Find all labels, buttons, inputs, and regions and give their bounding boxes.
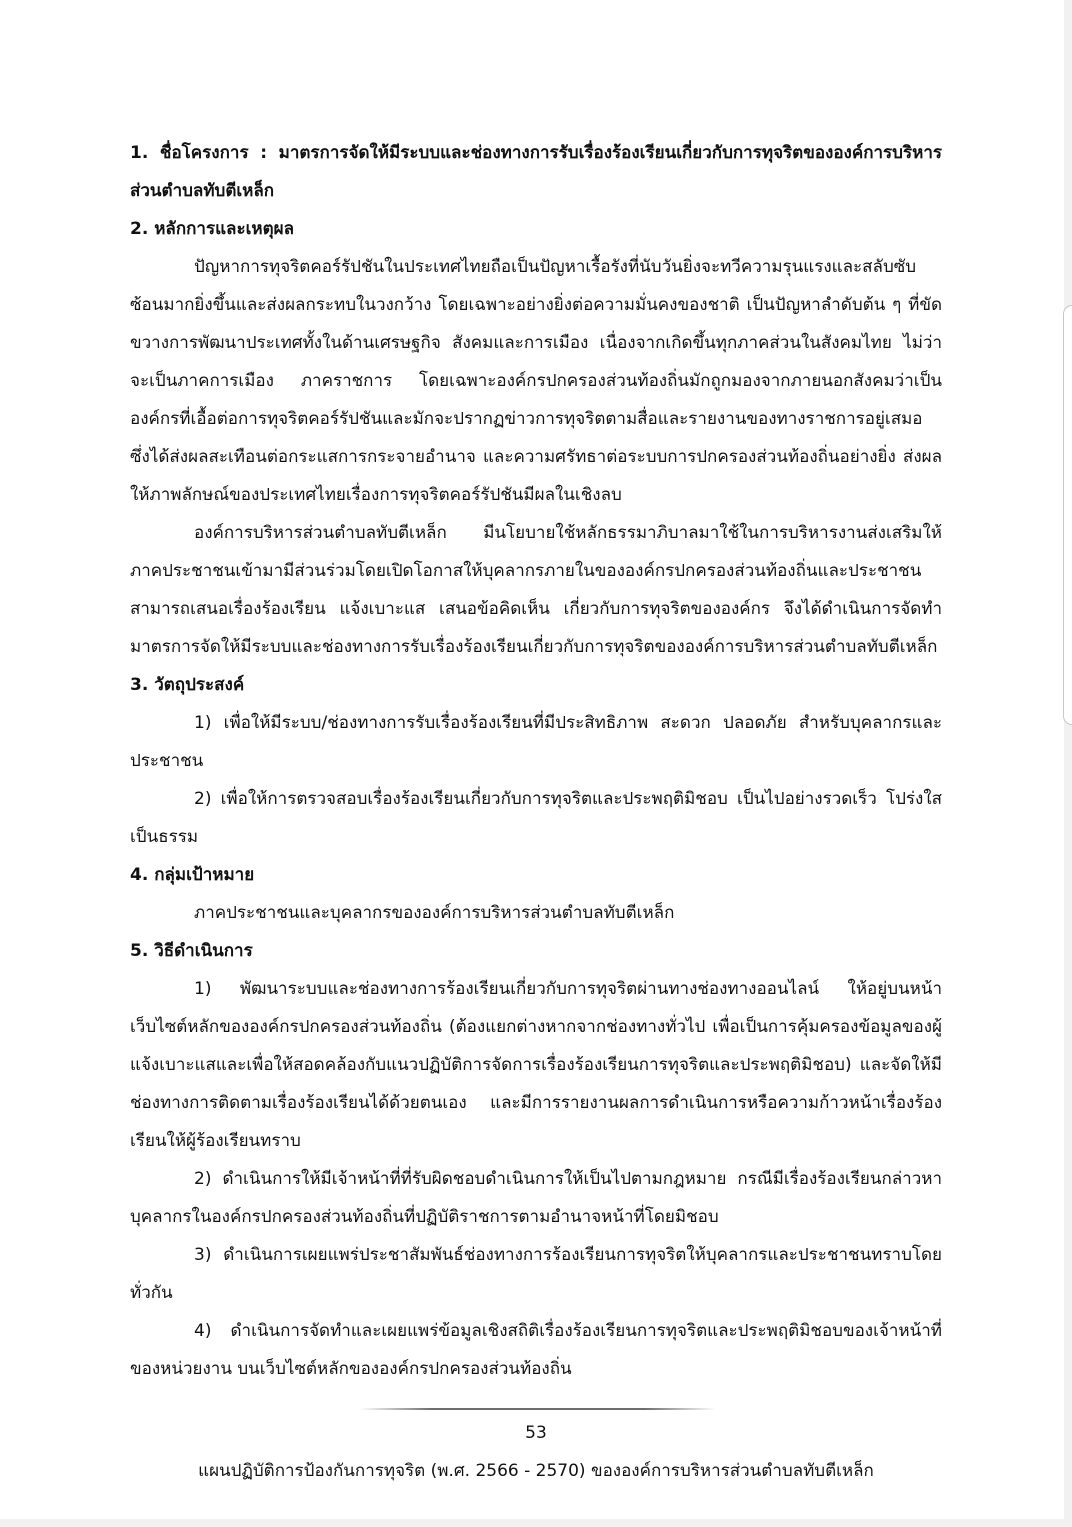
paragraph-rationale-2: องค์การบริหารส่วนตำบลทับตีเหล็ก มีนโยบายใช้หลักธรรมาภิบาลมาใช้ในการบริหารงานส่งเสริมให้ภาคประชาชนเข้ามามีส่วนร่วมโดยเปิดโอกาสให้บุคลากรภายในขององค์กรปกครองส่วนท้องถิ่นและประชาชนสามารถเสนอเรื่องร้องเรียน แจ้งเบาะแส เสนอข้อคิดเห็น เกี่ยวกับการทุจริตขององค์กร จึงได้ดำเนินการจัดทำมาตรการจัดให้มีระบบและช่องทางการรับเรื่องร้องเรียนเกี่ยวกับการทุจริตขององค์การบริหารส่วนตำบลทับตีเหล็ก (130, 523, 942, 657)
target-group-text: ภาคประชาชนและบุคลากรขององค์การบริหารส่วนตำบลทับตีเหล็ก (194, 903, 675, 923)
method-2: 2) ดำเนินการให้มีเจ้าหน้าที่ที่รับผิดชอบดำเนินการให้เป็นไปตามกฎหมาย กรณีมีเรื่องร้องเรียนกล่าวหาบุคลากรในองค์กรปกครองส่วนท้องถิ่นที่ปฏิบัติราชการตามอำนาจหน้าที่โดยมิชอบ (130, 1169, 942, 1227)
footer-plan-title: แผนปฏิบัติการป้องกันการทุจริต (พ.ศ. 2566 - 2570) ขององค์การบริหารส่วนตำบลทับตีเหล็ก (198, 1461, 874, 1481)
method-1: 1) พัฒนาระบบและช่องทางการร้องเรียนเกี่ยวกับการทุจริตผ่านทางช่องทางออนไลน์ ให้อยู่บนหน้าเว็บไซต์หลักขององค์กรปกครองส่วนท้องถิ่น (ต้องแยกต่างหากจากช่องทางทั่วไป เพื่อเป็นการคุ้มครองข้อมูลของผู้แจ้งเบาะแสและเพื่อให้สอดคล้องกับแนวปฏิบัติการจัดการเรื่องร้องเรียนการทุจริตและประพฤติมิชอบ) และจัดให้มีช่องทางการติดตามเรื่องร้องเรียนได้ด้วยตนเอง และมีการรายงานผลการดำเนินการหรือความก้าวหน้าเรื่องร้องเรียนให้ผู้ร้องเรียนทราบ (130, 979, 942, 1151)
objective-1: 1) เพื่อให้มีระบบ/ช่องทางการรับเรื่องร้องเรียนที่มีประสิทธิภาพ สะดวก ปลอดภัย สำหรับบุคลากรและประชาชน (130, 713, 942, 771)
footer-divider (360, 1408, 716, 1410)
page-number: 53 (525, 1423, 547, 1443)
method-4: 4) ดำเนินการจัดทำและเผยแพร่ข้อมูลเชิงสถิติเรื่องร้องเรียนการทุจริตและประพฤติมิชอบของเจ้าหน้าที่ของหน่วยงาน บนเว็บไซต์หลักขององค์กรปกครองส่วนท้องถิ่น (130, 1321, 942, 1379)
heading-project-name: 1. ชื่อโครงการ : มาตรการจัดให้มีระบบและช่องทางการรับเรื่องร้องเรียนเกี่ยวกับการทุจริตขององค์การบริหารส่วนตำบลทับตีเหล็ก (130, 143, 942, 201)
paragraph-rationale-1: ปัญหาการทุจริตคอร์รัปชันในประเทศไทยถือเป็นปัญหาเรื้อรังที่นับวันยิ่งจะทวีความรุนแรงและสลับซับซ้อนมากยิ่งขึ้นและส่งผลกระทบในวงกว้าง โดยเฉพาะอย่างยิ่งต่อความมั่นคงของชาติ เป็นปัญหาลำดับต้น ๆ ที่ขัดขวางการพัฒนาประเทศทั้งในด้านเศรษฐกิจ สังคมและการเมือง เนื่องจากเกิดขึ้นทุกภาคส่วนในสังคมไทย ไม่ว่าจะเป็นภาคการเมือง ภาคราชการ โดยเฉพาะองค์กรปกครองส่วนท้องถิ่นมักถูกมองจากภายนอกสังคมว่าเป็นองค์กรที่เอื้อต่อการทุจริตคอร์รัปชันและมักจะปรากฏข่าวการทุจริตตามสื่อและรายงานของทางราชการอยู่เสมอ ซึ่งได้ส่งผลสะเทือนต่อกระแสการกระจายอำนาจ และความศรัทธาต่อระบบการปกครองส่วนท้องถิ่นอย่างยิ่ง ส่งผลให้ภาพลักษณ์ของประเทศไทยเรื่องการทุจริตคอร์รัปชันมีผลในเชิงลบ (130, 257, 942, 505)
method-3: 3) ดำเนินการเผยแพร่ประชาสัมพันธ์ช่องทางการร้องเรียนการทุจริตให้บุคลากรและประชาชนทราบโดยทั่วกัน (130, 1245, 942, 1303)
scroll-handle[interactable] (1063, 305, 1072, 725)
document-body (130, 134, 942, 1388)
objective-2: 2) เพื่อให้การตรวจสอบเรื่องร้องเรียนเกี่ยวกับการทุจริตและประพฤติมิชอบ เป็นไปอย่างรวดเร็ว โปร่งใส เป็นธรรม (130, 789, 942, 847)
heading-objectives: 3. วัตถุประสงค์ (130, 675, 245, 695)
heading-target-group: 4. กลุ่มเป้าหมาย (130, 865, 255, 885)
heading-rationale: 2. หลักการและเหตุผล (130, 219, 295, 239)
heading-methods: 5. วิธีดำเนินการ (130, 941, 253, 961)
